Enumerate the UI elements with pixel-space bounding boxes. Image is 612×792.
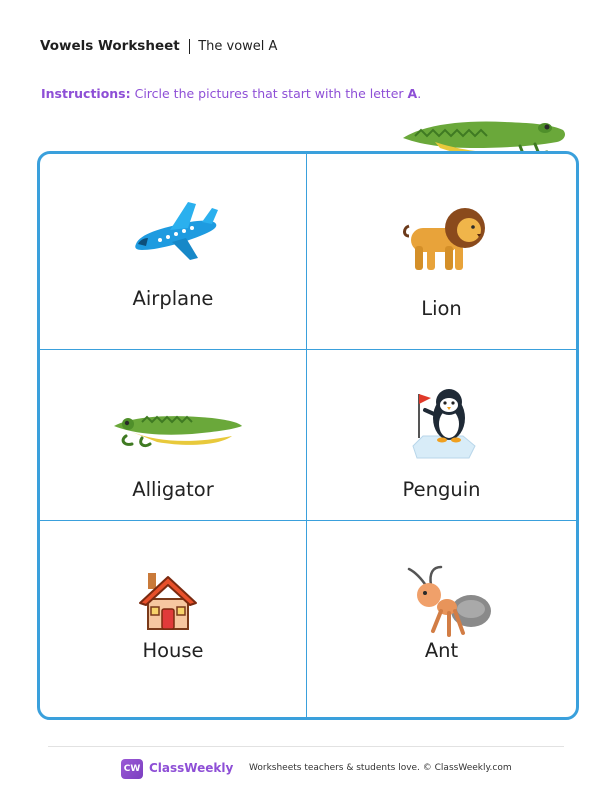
- instructions-text: Circle the pictures that start with the letter: [130, 86, 408, 101]
- house-icon: [138, 571, 198, 631]
- airplane-icon: [130, 198, 220, 264]
- brand-name[interactable]: ClassWeekly: [149, 761, 234, 775]
- card-word: House: [142, 639, 204, 662]
- card-ant[interactable]: [307, 521, 576, 717]
- card-house[interactable]: [40, 521, 306, 717]
- footer: [0, 759, 612, 779]
- ant-icon: [405, 565, 493, 641]
- penguin-icon: [407, 380, 479, 462]
- classweekly-logo-icon: CW: [121, 759, 143, 779]
- card-alligator[interactable]: [40, 350, 306, 520]
- header-divider: [189, 39, 191, 54]
- footer-divider: [48, 746, 564, 747]
- worksheet-title: Vowels Worksheet: [40, 38, 180, 54]
- footer-tagline: Worksheets teachers & students love. © ClassWeekly.com: [249, 763, 512, 773]
- instructions-end: .: [417, 86, 422, 101]
- instructions: [41, 86, 421, 101]
- card-word: Lion: [421, 297, 462, 320]
- instructions-letter: A: [407, 86, 418, 101]
- worksheet-subtitle: The vowel A: [198, 38, 278, 54]
- card-word: Penguin: [402, 478, 481, 501]
- card-penguin[interactable]: [307, 350, 576, 520]
- card-airplane[interactable]: [40, 154, 306, 349]
- alligator-icon: [112, 410, 244, 450]
- lion-icon: [401, 206, 489, 276]
- card-word: Ant: [424, 639, 459, 662]
- picture-grid: [37, 151, 579, 720]
- card-lion[interactable]: [307, 154, 576, 349]
- instructions-label: Instructions:: [41, 86, 131, 101]
- worksheet-header: [40, 38, 277, 54]
- card-word: Airplane: [132, 287, 214, 310]
- card-word: Alligator: [132, 478, 214, 501]
